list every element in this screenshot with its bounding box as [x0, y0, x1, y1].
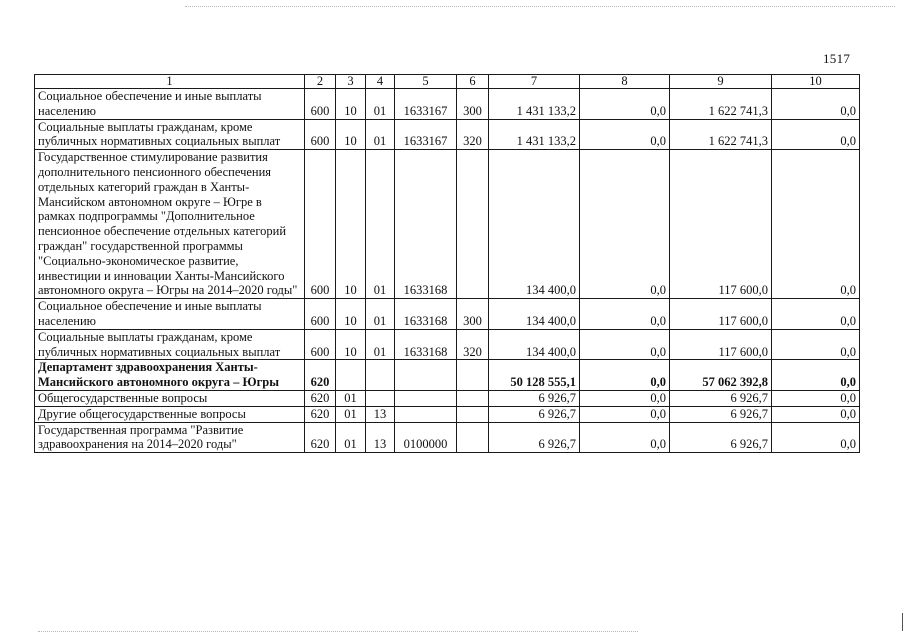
- cell-amount-10: 0,0: [772, 299, 860, 330]
- table-row-department-total: [35, 360, 860, 391]
- cell-rz: 10: [336, 119, 366, 150]
- cell-amount-10: 0,0: [772, 422, 860, 453]
- scan-artifact-top: [185, 6, 895, 7]
- column-header: 2: [305, 75, 336, 89]
- cell-gl: 620: [305, 360, 336, 391]
- cell-amount-10: 0,0: [772, 360, 860, 391]
- column-header: 3: [336, 75, 366, 89]
- row-name: Другие общегосударственные вопросы: [35, 406, 305, 422]
- cell-amount-9: 1 622 741,3: [670, 89, 772, 120]
- table-header-row: [35, 75, 860, 89]
- row-name: Социальное обеспечение и иные выплаты населению: [35, 89, 305, 120]
- cell-gl: 620: [305, 422, 336, 453]
- row-name: Социальные выплаты гражданам, кроме публичных нормативных социальных выплат: [35, 329, 305, 360]
- cell-pr: 01: [366, 299, 395, 330]
- cell-csr: 1633167: [395, 89, 457, 120]
- scan-artifact-bottom: [38, 631, 638, 632]
- cell-amount-10: 0,0: [772, 89, 860, 120]
- cell-vr: 320: [457, 329, 489, 360]
- cell-amount-7: 134 400,0: [489, 299, 580, 330]
- cell-amount-8: 0,0: [580, 390, 670, 406]
- cell-amount-10: 0,0: [772, 150, 860, 299]
- cell-csr: 1633168: [395, 150, 457, 299]
- cell-pr: 01: [366, 119, 395, 150]
- cell-rz: 10: [336, 89, 366, 120]
- column-header: 8: [580, 75, 670, 89]
- table-row: [35, 406, 860, 422]
- cell-amount-8: 0,0: [580, 329, 670, 360]
- cell-rz: [336, 360, 366, 391]
- cell-vr: [457, 360, 489, 391]
- cell-amount-8: 0,0: [580, 89, 670, 120]
- row-name: Общегосударственные вопросы: [35, 390, 305, 406]
- cell-gl: 620: [305, 390, 336, 406]
- cell-gl: 620: [305, 406, 336, 422]
- table-row: [35, 299, 860, 330]
- cell-amount-10: 0,0: [772, 119, 860, 150]
- cell-rz: 01: [336, 390, 366, 406]
- cell-rz: 10: [336, 150, 366, 299]
- cell-csr: [395, 390, 457, 406]
- cell-amount-9: 117 600,0: [670, 299, 772, 330]
- cell-amount-7: 6 926,7: [489, 422, 580, 453]
- cell-amount-9: 6 926,7: [670, 390, 772, 406]
- cell-gl: 600: [305, 119, 336, 150]
- column-header: 7: [489, 75, 580, 89]
- table-row: [35, 390, 860, 406]
- cell-csr: [395, 360, 457, 391]
- cell-amount-10: 0,0: [772, 390, 860, 406]
- cell-pr: [366, 360, 395, 391]
- table-row: [35, 150, 860, 299]
- cell-csr: 1633168: [395, 299, 457, 330]
- cell-csr: 0100000: [395, 422, 457, 453]
- row-name: Государственная программа "Развитие здравоохранения на 2014–2020 годы": [35, 422, 305, 453]
- cell-amount-8: 0,0: [580, 299, 670, 330]
- cell-amount-8: 0,0: [580, 422, 670, 453]
- cell-pr: 01: [366, 329, 395, 360]
- cell-amount-9: 6 926,7: [670, 422, 772, 453]
- cell-gl: 600: [305, 89, 336, 120]
- table-row: [35, 119, 860, 150]
- column-header: 4: [366, 75, 395, 89]
- cell-vr: [457, 390, 489, 406]
- cell-rz: 01: [336, 406, 366, 422]
- cell-amount-9: 117 600,0: [670, 150, 772, 299]
- cell-amount-10: 0,0: [772, 406, 860, 422]
- column-header: 6: [457, 75, 489, 89]
- cell-pr: 01: [366, 89, 395, 120]
- cell-pr: 13: [366, 406, 395, 422]
- cell-amount-9: 117 600,0: [670, 329, 772, 360]
- cell-vr: 300: [457, 299, 489, 330]
- cell-csr: 1633168: [395, 329, 457, 360]
- table-row: [35, 422, 860, 453]
- cell-amount-8: 0,0: [580, 119, 670, 150]
- cell-vr: 320: [457, 119, 489, 150]
- cell-amount-9: 57 062 392,8: [670, 360, 772, 391]
- cell-amount-7: 1 431 133,2: [489, 89, 580, 120]
- row-name: Департамент здравоохранения Ханты-Мансийского автономного округа – Югры: [35, 360, 305, 391]
- column-header: 1: [35, 75, 305, 89]
- column-header: 9: [670, 75, 772, 89]
- cell-amount-7: 134 400,0: [489, 150, 580, 299]
- cell-amount-7: 6 926,7: [489, 390, 580, 406]
- cell-rz: 01: [336, 422, 366, 453]
- cell-csr: [395, 406, 457, 422]
- cell-amount-10: 0,0: [772, 329, 860, 360]
- cell-vr: 300: [457, 89, 489, 120]
- budget-table: [34, 74, 860, 453]
- cell-gl: 600: [305, 329, 336, 360]
- cell-amount-9: 6 926,7: [670, 406, 772, 422]
- cell-amount-7: 1 431 133,2: [489, 119, 580, 150]
- page-number: 1517: [823, 51, 851, 66]
- table-row: [35, 329, 860, 360]
- cell-vr: [457, 150, 489, 299]
- cell-gl: 600: [305, 150, 336, 299]
- column-header: 5: [395, 75, 457, 89]
- row-name: Социальное обеспечение и иные выплаты населению: [35, 299, 305, 330]
- cell-amount-8: 0,0: [580, 360, 670, 391]
- column-header: 10: [772, 75, 860, 89]
- scan-edge-mark: [902, 613, 903, 631]
- cell-amount-7: 6 926,7: [489, 406, 580, 422]
- cell-rz: 10: [336, 329, 366, 360]
- cell-amount-7: 50 128 555,1: [489, 360, 580, 391]
- table-row: [35, 89, 860, 120]
- cell-amount-8: 0,0: [580, 406, 670, 422]
- cell-vr: [457, 422, 489, 453]
- cell-pr: 01: [366, 150, 395, 299]
- cell-amount-7: 134 400,0: [489, 329, 580, 360]
- cell-pr: 13: [366, 422, 395, 453]
- cell-rz: 10: [336, 299, 366, 330]
- row-name: Государственное стимулирование развития дополнительного пенсионного обеспечения отдельных категорий граждан в Ханты-Мансийском автономном округе – Югре в рамках подпрограммы "Дополнительное пенсионное обеспечение отдельных категорий граждан" государственной программы "Социально-экономическое развитие, инвестиции и инновации Ханты-Мансийского автономного округа – Югры на 2014–2020 годы": [35, 150, 305, 299]
- cell-gl: 600: [305, 299, 336, 330]
- cell-amount-8: 0,0: [580, 150, 670, 299]
- cell-csr: 1633167: [395, 119, 457, 150]
- cell-pr: [366, 390, 395, 406]
- row-name: Социальные выплаты гражданам, кроме публичных нормативных социальных выплат: [35, 119, 305, 150]
- cell-amount-9: 1 622 741,3: [670, 119, 772, 150]
- cell-vr: [457, 406, 489, 422]
